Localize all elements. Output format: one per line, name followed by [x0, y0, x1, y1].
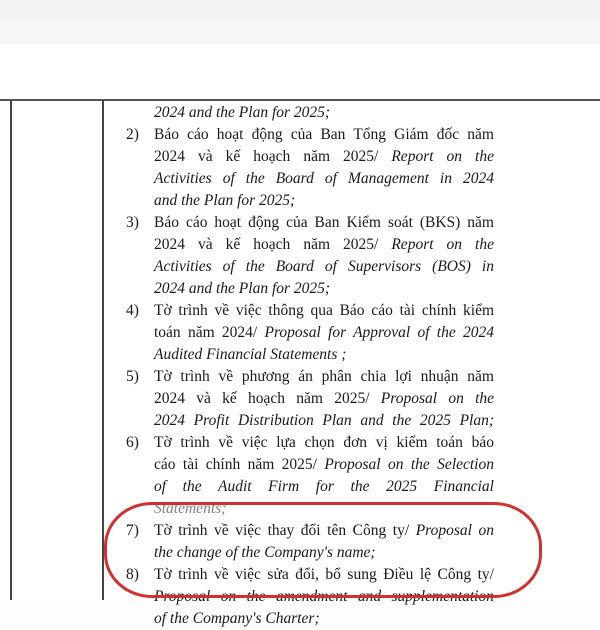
item-3-line-3: Activities of the Board of Supervisors (BOS) in — [154, 258, 494, 275]
item-5-line-2: 2024 và kế hoạch năm 2025/ Proposal on the — [154, 390, 495, 407]
item-8-line-1: Tờ trình về việc sửa đổi, bổ sung Điều lệ Công ty/ — [154, 566, 494, 583]
item-2-line-1: Báo cáo hoạt động của Ban Tổng Giám đốc năm — [154, 126, 494, 143]
viewer-top-bar — [0, 0, 600, 45]
item-8-number: 8) — [126, 566, 139, 583]
item-8-line-3: of the Company's Charter; — [154, 610, 320, 627]
item-4-line-1: Tờ trình về việc thông qua Báo cáo tài chính kiểm — [154, 302, 494, 319]
document-page — [0, 44, 600, 627]
item-2-line-2: 2024 và kế hoạch năm 2025/ Report on the — [154, 148, 494, 165]
viewer-top-bar-lower — [0, 22, 600, 44]
item-5-line-3: 2024 Profit Distribution Plan and the 2025 Plan; — [154, 412, 494, 429]
item-6-line-1: Tờ trình về việc lựa chọn đơn vị kiểm toán báo — [154, 434, 494, 451]
item-3-number: 3) — [126, 214, 139, 231]
item-4-number: 4) — [126, 302, 139, 319]
item-2-number: 2) — [126, 126, 139, 143]
item-2-line-4: and the Plan for 2025; — [154, 192, 296, 209]
item-3-line-2: 2024 và kế hoạch năm 2025/ Report on the — [154, 236, 494, 253]
item-3-line-1: Báo cáo hoạt động của Ban Kiểm soát (BKS) năm — [154, 214, 494, 231]
item-6-line-3: of the Audit Firm for the 2025 Financial — [154, 478, 494, 495]
item-7-line-2: the change of the Company's name; — [154, 544, 376, 561]
item-6-number: 6) — [126, 434, 139, 451]
red-highlight-circle — [104, 502, 542, 598]
item-5-line-1: Tờ trình về phương án phân chia lợi nhuận năm — [154, 368, 494, 385]
item-4-line-3: Audited Financial Statements ; — [154, 346, 347, 363]
item-6-line-4: Statements; — [154, 500, 227, 517]
item-7-number: 7) — [126, 522, 139, 539]
item-2-line-3: Activities of the Board of Management in 2024 — [154, 170, 494, 187]
item-7-line-1: Tờ trình về việc thay đổi tên Công ty/ Proposal on — [154, 522, 494, 539]
item-6-line-2: cáo tài chính năm 2025/ Proposal on the Selection — [154, 456, 494, 473]
item-3-line-4: 2024 and the Plan for 2025; — [154, 280, 331, 297]
item-1-tail: 2024 and the Plan for 2025; — [154, 104, 331, 121]
item-5-number: 5) — [126, 368, 139, 385]
item-4-line-2: toán năm 2024/ Proposal for Approval of the 2024 — [154, 324, 494, 341]
item-8-line-2: Proposal on the amendment and supplementation — [154, 588, 494, 605]
